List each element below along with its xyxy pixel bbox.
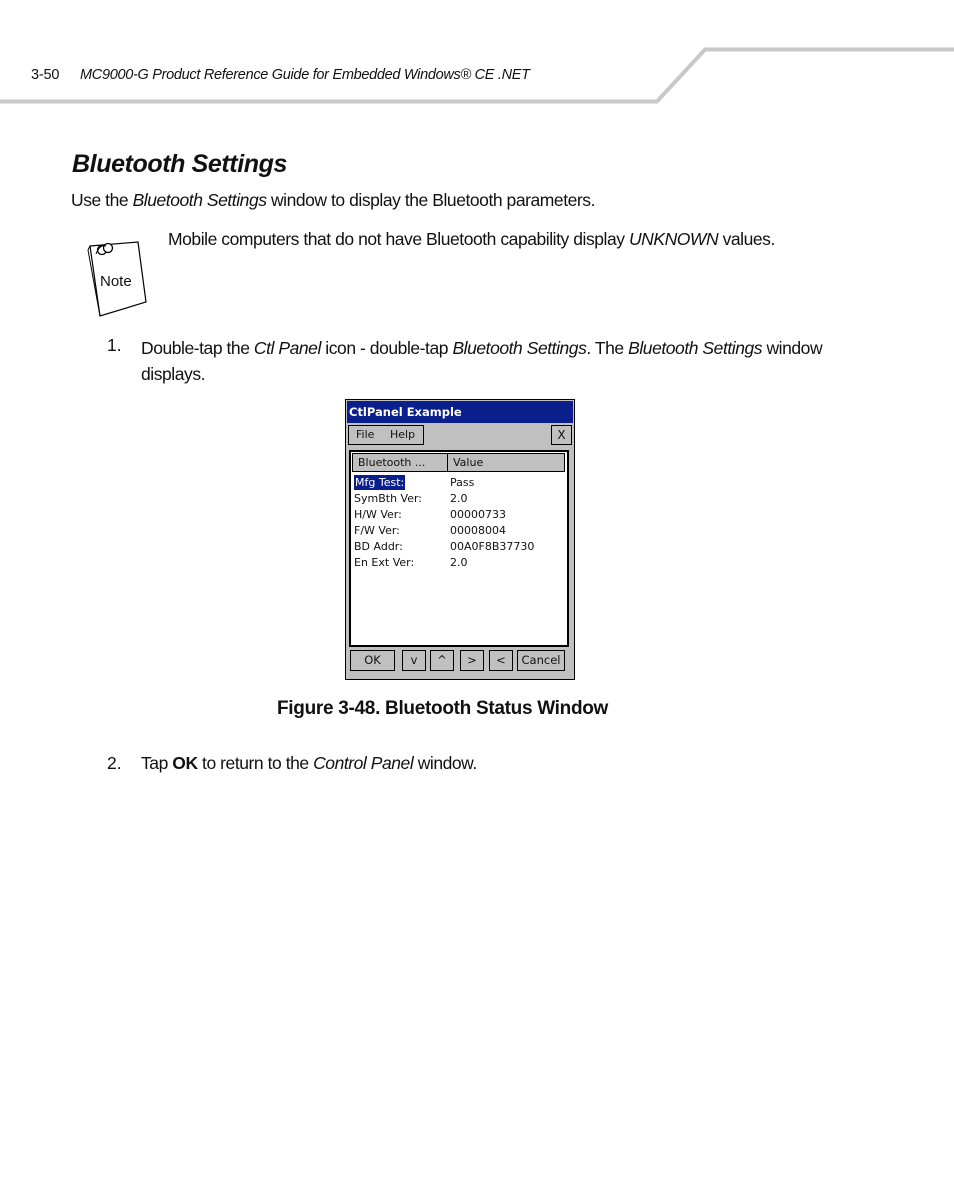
ok-button[interactable]: OK (350, 650, 395, 671)
step-1-number: 1. (107, 335, 122, 355)
row-name: En Ext Ver: (354, 556, 415, 569)
row-name: SymBth Ver: (354, 492, 423, 505)
running-head: MC9000-G Product Reference Guide for Embedded Windows® CE .NET (80, 67, 530, 83)
row-value: 2.0 (450, 556, 468, 569)
row-name: BD Addr: (354, 540, 403, 553)
next-button[interactable]: > (460, 650, 484, 671)
section-title: Bluetooth Settings (72, 150, 288, 178)
page-number: 3-50 (31, 67, 60, 83)
step-2-text: Tap OK to return to the Control Panel window. (141, 753, 477, 773)
intro-paragraph: Use the Bluetooth Settings window to display the Bluetooth parameters. (71, 190, 595, 210)
menu-file[interactable]: File (356, 428, 375, 441)
row-value: Pass (450, 476, 475, 489)
row-name: H/W Ver: (354, 508, 402, 521)
cancel-button[interactable]: Cancel (517, 650, 565, 671)
step-2-number: 2. (107, 753, 122, 773)
window-title-bar: CtlPanel Example (347, 401, 573, 423)
bluetooth-list[interactable] (349, 450, 569, 647)
previous-button[interactable]: < (489, 650, 513, 671)
row-value: 2.0 (450, 492, 468, 505)
row-value: 00A0F8B37730 (450, 540, 535, 553)
scroll-down-button[interactable]: v (402, 650, 426, 671)
note-icon-label: Note (100, 273, 132, 290)
ctlpanel-window (345, 399, 575, 680)
column-header-value[interactable]: Value (447, 453, 565, 472)
note-icon (78, 236, 148, 325)
close-button[interactable]: X (551, 425, 572, 445)
note-text: Mobile computers that do not have Bluetooth capability display UNKNOWN values. (168, 229, 775, 249)
menu-bar (348, 425, 424, 445)
column-header-bluetooth[interactable]: Bluetooth ... (352, 453, 448, 472)
row-name: F/W Ver: (354, 524, 400, 537)
step-1-text: Double-tap the Ctl Panel icon - double-tap Bluetooth Settings. The Bluetooth Settings window displays. (141, 338, 823, 384)
scroll-up-button[interactable]: ^ (430, 650, 454, 671)
row-value: 00008004 (450, 524, 506, 537)
row-name: Mfg Test: (355, 476, 405, 489)
row-value: 00000733 (450, 508, 506, 521)
header-rule (0, 0, 954, 110)
figure-caption: Figure 3-48. Bluetooth Status Window (277, 698, 609, 719)
menu-help[interactable]: Help (390, 428, 416, 441)
